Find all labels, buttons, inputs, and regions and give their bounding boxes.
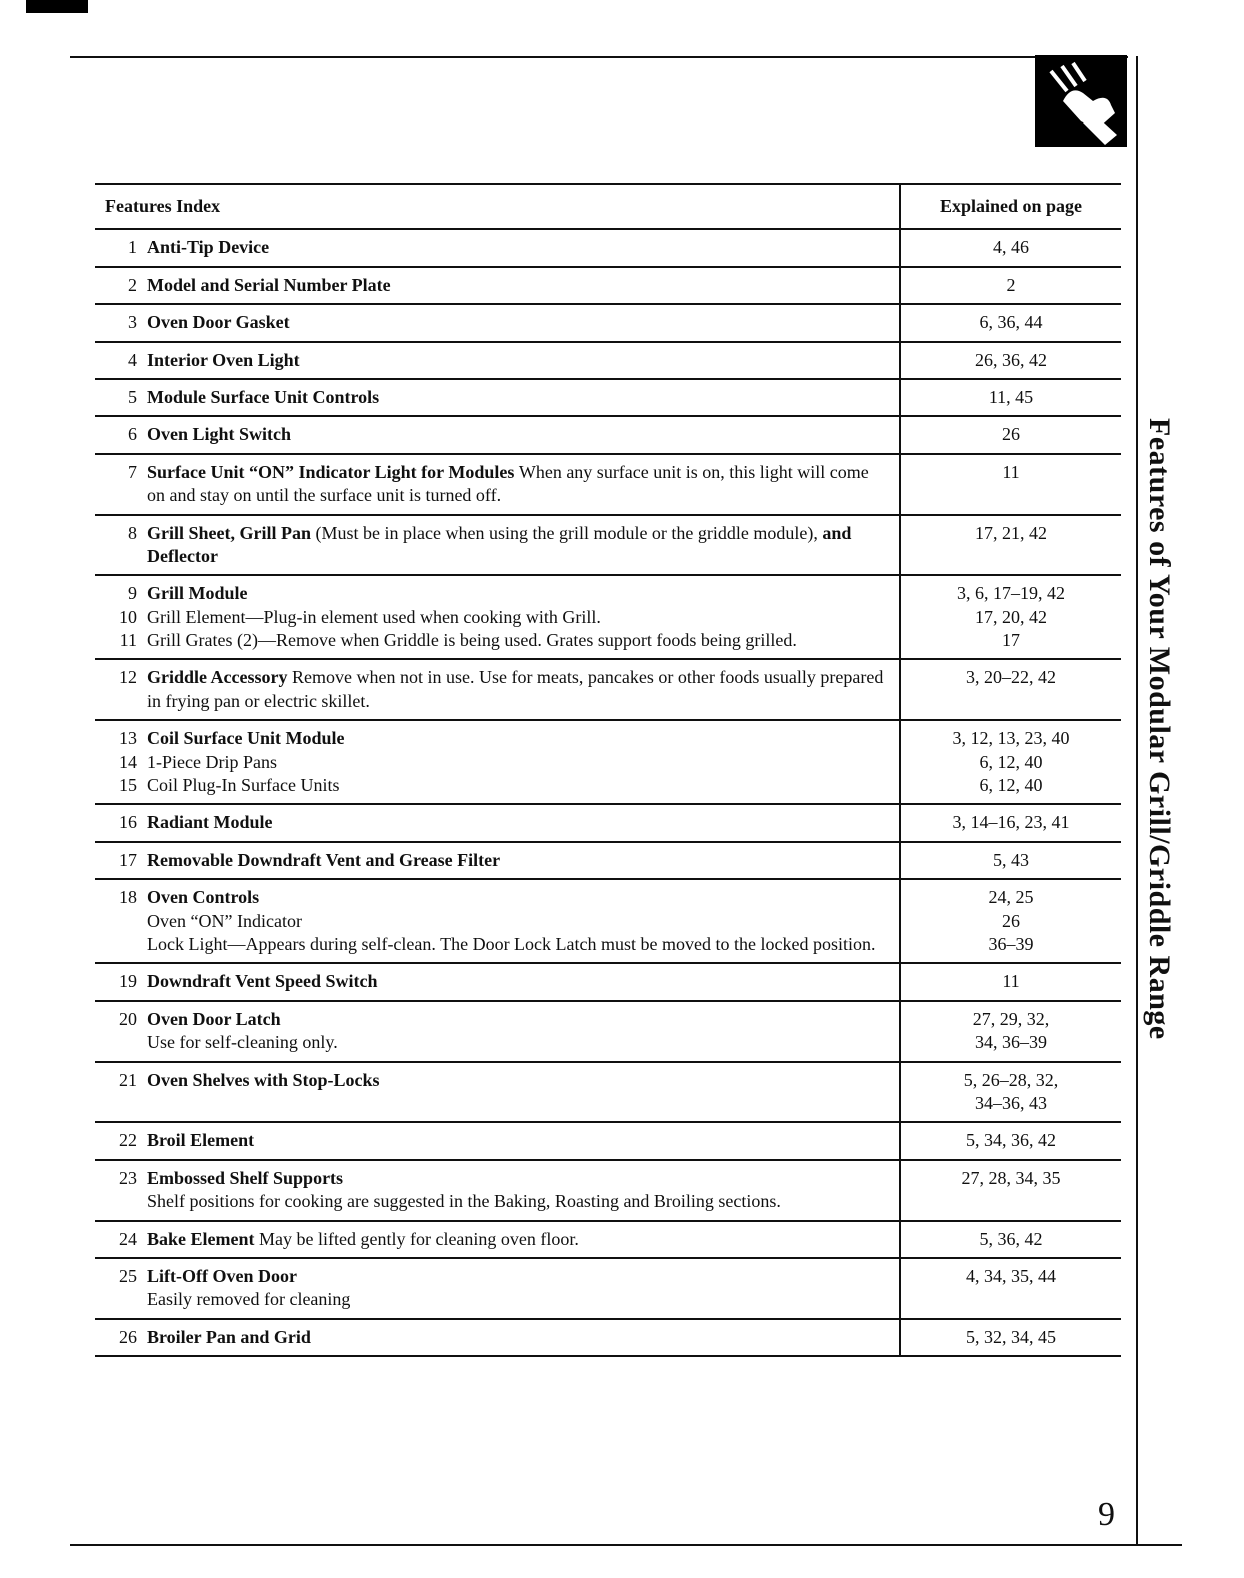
feature-cell <box>95 1222 901 1257</box>
feature-text: Embossed Shelf Supports <box>147 1167 344 1188</box>
page-ref: 24, 25 <box>988 887 1034 908</box>
feature-row <box>95 964 1121 1001</box>
feature-line <box>101 970 887 993</box>
feature-row <box>95 1123 1121 1160</box>
feature-line <box>101 423 887 446</box>
page-ref: 11 <box>1002 461 1020 482</box>
feature-line <box>101 933 887 956</box>
feature-line <box>101 1326 887 1349</box>
feature-row <box>95 516 1121 577</box>
feature-line <box>101 461 887 508</box>
page-ref: 5, 36, 42 <box>979 1228 1043 1249</box>
feature-number: 13 <box>119 728 137 749</box>
feature-line <box>101 666 887 713</box>
feature-cell <box>95 1002 901 1061</box>
feature-text: Grill Module <box>147 583 248 604</box>
page-ref: 17, 21, 42 <box>975 522 1047 543</box>
page-ref: 26 <box>1002 910 1020 931</box>
feature-cell <box>95 230 901 265</box>
feature-number: 12 <box>119 667 137 688</box>
feature-row <box>95 417 1121 454</box>
feature-line <box>101 910 887 933</box>
feature-line <box>101 629 887 652</box>
page-ref: 5, 32, 34, 45 <box>966 1326 1056 1347</box>
feature-number: 6 <box>128 424 137 445</box>
feature-row <box>95 380 1121 417</box>
pages-cell <box>901 343 1121 378</box>
feature-row <box>95 1161 1121 1222</box>
feature-text: Oven Light Switch <box>147 424 292 445</box>
page-ref: 34, 36–39 <box>975 1032 1047 1053</box>
page-ref: 2 <box>1006 274 1016 295</box>
feature-line <box>101 236 887 259</box>
feature-line <box>101 1031 887 1054</box>
feature-line <box>101 774 887 797</box>
feature-text: Oven Door Latch <box>147 1008 281 1029</box>
feature-number <box>101 933 147 956</box>
feature-number: 23 <box>119 1167 137 1188</box>
page-ref: 34–36, 43 <box>975 1092 1047 1113</box>
feature-text: 1-Piece Drip Pans <box>147 751 277 772</box>
feature-row <box>95 305 1121 342</box>
feature-line <box>101 349 887 372</box>
feature-line <box>101 274 887 297</box>
feature-number <box>101 910 147 933</box>
feature-row <box>95 343 1121 380</box>
feature-line <box>101 1167 887 1190</box>
feature-text: Downdraft Vent Speed Switch <box>147 971 378 992</box>
feature-number: 7 <box>128 461 137 482</box>
feature-text: Lift-Off Oven Door <box>147 1265 297 1286</box>
features-index-table <box>95 183 1121 1357</box>
pages-cell <box>901 268 1121 303</box>
feature-row <box>95 1320 1121 1357</box>
feature-cell <box>95 417 901 452</box>
feature-row <box>95 805 1121 842</box>
page-ref: 26, 36, 42 <box>975 349 1047 370</box>
feature-number: 24 <box>119 1228 137 1249</box>
pages-cell <box>901 576 1121 658</box>
pages-cell <box>901 417 1121 452</box>
feature-number: 14 <box>119 751 137 772</box>
pages-cell <box>901 964 1121 999</box>
page-ref: 11 <box>1002 971 1020 992</box>
feature-line <box>101 1265 887 1288</box>
feature-cell <box>95 516 901 575</box>
features-table-body <box>95 230 1121 1357</box>
feature-row <box>95 843 1121 880</box>
feature-cell <box>95 343 901 378</box>
pages-cell <box>901 1161 1121 1220</box>
feature-line <box>101 582 887 605</box>
feature-cell <box>95 843 901 878</box>
page-ref: 36–39 <box>988 933 1034 954</box>
feature-cell <box>95 1063 901 1122</box>
feature-number: 4 <box>128 349 137 370</box>
feature-row <box>95 576 1121 660</box>
feature-text: Oven Door Gasket <box>147 312 290 333</box>
pages-cell <box>901 880 1121 962</box>
feature-text: Interior Oven Light <box>147 349 300 370</box>
table-header-row <box>95 185 1121 230</box>
feature-line <box>101 1129 887 1152</box>
feature-number <box>101 1288 147 1311</box>
feature-row <box>95 230 1121 267</box>
feature-line <box>101 1190 887 1213</box>
pages-cell <box>901 516 1121 575</box>
feature-cell <box>95 1320 901 1355</box>
pages-cell <box>901 843 1121 878</box>
feature-line <box>101 727 887 750</box>
feature-text: Use for self-cleaning only. <box>147 1032 338 1053</box>
page-ref: 3, 20–22, 42 <box>966 667 1056 688</box>
feature-number <box>101 1190 147 1213</box>
feature-cell <box>95 268 901 303</box>
pages-cell <box>901 1259 1121 1318</box>
feature-row <box>95 660 1121 721</box>
pages-cell <box>901 455 1121 514</box>
feature-cell <box>95 660 901 719</box>
pages-cell <box>901 230 1121 265</box>
feature-cell <box>95 1259 901 1318</box>
feature-number: 10 <box>119 606 137 627</box>
pages-cell <box>901 1123 1121 1158</box>
page-ref: 5, 34, 36, 42 <box>966 1130 1056 1151</box>
feature-line <box>101 522 887 569</box>
feature-text: Broil Element <box>147 1130 255 1151</box>
page-ref: 3, 6, 17–19, 42 <box>957 583 1065 604</box>
top-rule <box>70 56 1128 58</box>
page-ref: 6, 12, 40 <box>979 775 1043 796</box>
feature-text: Coil Surface Unit Module <box>147 728 345 749</box>
page-ref: 17, 20, 42 <box>975 606 1047 627</box>
feature-number: 11 <box>119 630 137 651</box>
feature-row <box>95 1222 1121 1259</box>
feature-number: 22 <box>119 1130 137 1151</box>
feature-text: Griddle Accessory Remove when not in use. Use for meats, pancakes or other foods usually prepared in frying pan or electric skillet. <box>147 667 884 711</box>
page-ref: 5, 43 <box>993 849 1029 870</box>
page-ref: 26 <box>1002 424 1020 445</box>
feature-cell <box>95 576 901 658</box>
feature-cell <box>95 805 901 840</box>
feature-text: Shelf positions for cooking are suggested in the Baking, Roasting and Broiling sections. <box>147 1191 781 1212</box>
pages-cell <box>901 721 1121 803</box>
feature-number: 8 <box>128 522 137 543</box>
feature-text: Module Surface Unit Controls <box>147 386 380 407</box>
pages-cell <box>901 805 1121 840</box>
feature-number: 17 <box>119 849 137 870</box>
feature-row <box>95 721 1121 805</box>
feature-line <box>101 886 887 909</box>
feature-number: 21 <box>119 1069 137 1090</box>
page-ref: 5, 26–28, 32, <box>963 1069 1059 1090</box>
feature-number <box>101 1031 147 1054</box>
pages-column-header: Explained on page <box>939 196 1083 216</box>
feature-text: Oven Controls <box>147 887 260 908</box>
feature-cell <box>95 721 901 803</box>
feature-cell <box>95 305 901 340</box>
feature-row <box>95 455 1121 516</box>
page-ref: 4, 34, 35, 44 <box>966 1265 1056 1286</box>
feature-line <box>101 606 887 629</box>
feature-number: 9 <box>128 583 137 604</box>
feature-number: 1 <box>128 237 137 258</box>
pages-cell <box>901 380 1121 415</box>
feature-text: Oven “ON” Indicator <box>147 910 302 931</box>
feature-row <box>95 1259 1121 1320</box>
page-ref: 6, 36, 44 <box>979 312 1043 333</box>
feature-cell <box>95 1123 901 1158</box>
feature-text: Anti-Tip Device <box>147 237 270 258</box>
pages-cell <box>901 305 1121 340</box>
feature-line <box>101 849 887 872</box>
feature-line <box>101 1008 887 1031</box>
feature-text: Bake Element May be lifted gently for cleaning oven floor. <box>147 1228 579 1249</box>
feature-text: Radiant Module <box>147 812 273 833</box>
feature-line <box>101 751 887 774</box>
page-ref: 11, 45 <box>988 386 1034 407</box>
feature-cell <box>95 380 901 415</box>
feature-line <box>101 1288 887 1311</box>
pages-cell <box>901 1002 1121 1061</box>
feature-number: 26 <box>119 1326 137 1347</box>
hand-pointing-icon-svg <box>1035 55 1127 147</box>
sidebar-divider-rule <box>1136 56 1138 1544</box>
page-ref: 6, 12, 40 <box>979 751 1043 772</box>
page-ref: 3, 14–16, 23, 41 <box>952 812 1070 833</box>
feature-number: 18 <box>119 887 137 908</box>
page-ref: 27, 28, 34, 35 <box>961 1167 1061 1188</box>
feature-number: 16 <box>119 812 137 833</box>
feature-line <box>101 1069 887 1092</box>
feature-number: 2 <box>128 274 137 295</box>
feature-cell <box>95 1161 901 1220</box>
feature-text: Oven Shelves with Stop-Locks <box>147 1069 380 1090</box>
feature-row <box>95 880 1121 964</box>
feature-text: Lock Light—Appears during self-clean. The Door Lock Latch must be moved to the locked position. <box>147 933 876 954</box>
page-ref: 27, 29, 32, <box>972 1008 1050 1029</box>
page-ref: 4, 46 <box>993 237 1029 258</box>
feature-text: Coil Plug-In Surface Units <box>147 775 340 796</box>
page-number: 9 <box>1098 1496 1115 1533</box>
feature-cell <box>95 964 901 999</box>
bottom-rule <box>70 1544 1182 1546</box>
feature-text: Surface Unit “ON” Indicator Light for Modules When any surface unit is on, this light will come on and stay on until the surface unit is turned off. <box>147 461 869 506</box>
feature-text: Model and Serial Number Plate <box>147 274 391 295</box>
feature-number: 25 <box>119 1265 137 1286</box>
feature-cell <box>95 455 901 514</box>
pages-cell <box>901 1222 1121 1257</box>
feature-text: Easily removed for cleaning <box>147 1289 351 1310</box>
feature-text: Grill Grates (2)—Remove when Griddle is being used. Grates support foods being grilled. <box>147 630 797 651</box>
feature-text: Grill Sheet, Grill Pan (Must be in place when using the grill module or the griddle module), and Deflector <box>147 522 852 566</box>
pages-cell <box>901 660 1121 719</box>
feature-line <box>101 811 887 834</box>
sidebar-vertical-title: Features of Your Modular Grill/Griddle Range <box>1143 418 1176 1040</box>
scan-artifact <box>26 0 88 13</box>
feature-row <box>95 1063 1121 1124</box>
feature-number: 20 <box>119 1008 137 1029</box>
feature-number: 5 <box>128 386 137 407</box>
feature-number: 15 <box>119 775 137 796</box>
feature-text: Broiler Pan and Grid <box>147 1326 311 1347</box>
feature-row <box>95 268 1121 305</box>
feature-cell <box>95 880 901 962</box>
feature-line <box>101 1228 887 1251</box>
pages-cell <box>901 1063 1121 1122</box>
feature-text: Grill Element—Plug-in element used when cooking with Grill. <box>147 606 601 627</box>
features-column-header: Features Index <box>95 185 901 228</box>
feature-row <box>95 1002 1121 1063</box>
feature-line <box>101 386 887 409</box>
feature-number: 19 <box>119 971 137 992</box>
feature-text: Removable Downdraft Vent and Grease Filter <box>147 849 501 870</box>
pages-cell <box>901 1320 1121 1355</box>
page-ref: 3, 12, 13, 23, 40 <box>952 728 1070 749</box>
hand-pointing-icon <box>1035 55 1127 147</box>
feature-number: 3 <box>128 312 137 333</box>
feature-line <box>101 311 887 334</box>
page-ref: 17 <box>1002 630 1020 651</box>
